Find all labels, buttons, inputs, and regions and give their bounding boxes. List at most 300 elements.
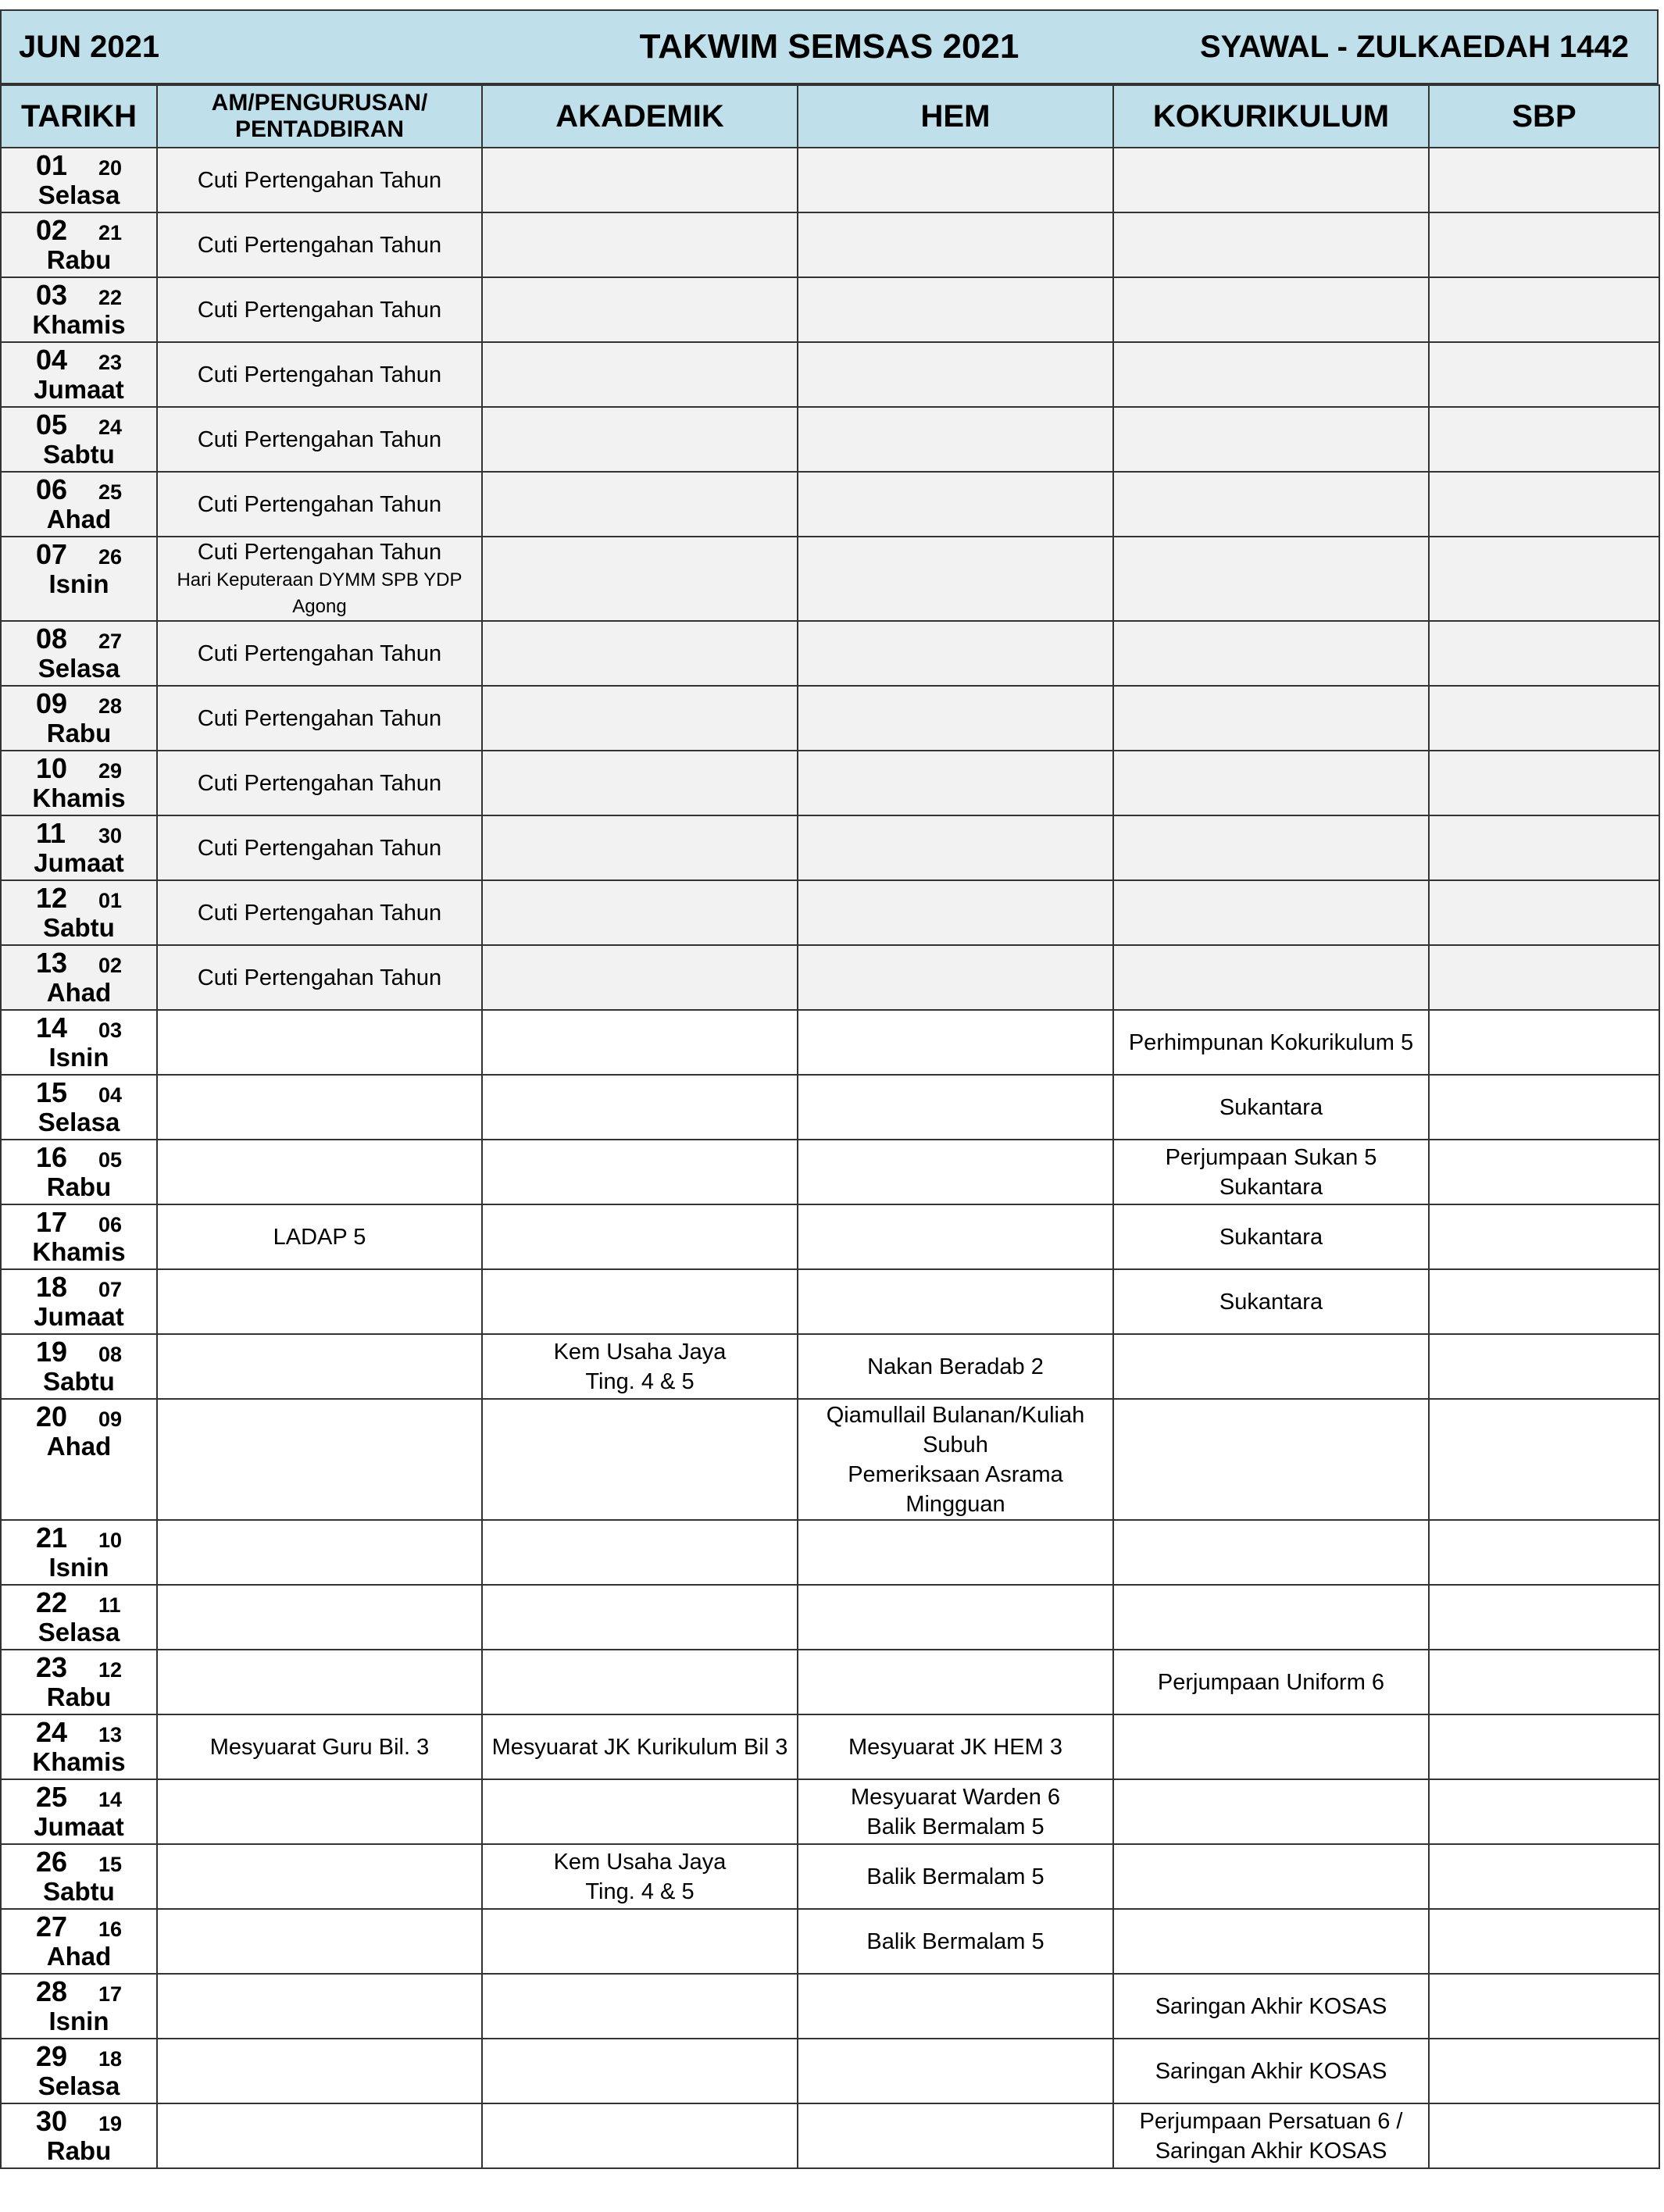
event-text: Cuti Pertengahan Tahun <box>197 770 442 796</box>
calendar-row <box>1 1140 1659 1204</box>
hem-cell <box>798 815 1113 880</box>
calendar-row <box>1 537 1659 621</box>
event-text: Perhimpunan Kokurikulum 5 <box>1128 1029 1414 1055</box>
hijri-date-number: 29 <box>98 759 123 783</box>
event-text: Cuti Pertengahan Tahun <box>197 705 442 731</box>
month-label: JUN 2021 <box>19 30 160 64</box>
date-number: 26 <box>36 1846 68 1878</box>
akademik-cell <box>482 1974 798 2039</box>
date-cell <box>1 880 157 945</box>
event-text: Cuti Pertengahan Tahun <box>197 965 442 990</box>
date-cell <box>1 407 157 472</box>
hem-cell <box>798 1269 1113 1334</box>
hijri-date-number: 16 <box>98 1918 123 1941</box>
am-cell <box>157 1334 482 1399</box>
hem-cell <box>798 1520 1113 1585</box>
kokurikulum-cell <box>1113 277 1429 342</box>
day-name: Jumaat <box>34 1302 124 1331</box>
hem-cell <box>798 1909 1113 1974</box>
event-text: LADAP 5 <box>273 1224 366 1250</box>
date-number: 03 <box>36 279 68 311</box>
col-akademik: AKADEMIK <box>482 85 798 148</box>
kokurikulum-cell <box>1113 472 1429 537</box>
calendar-row <box>1 1520 1659 1585</box>
akademik-cell <box>482 880 798 945</box>
date-number: 01 <box>36 149 68 181</box>
event-text: Mesyuarat Warden 6 <box>850 1784 1061 1810</box>
event-text: Mingguan <box>905 1491 1005 1517</box>
col-hem: HEM <box>798 85 1113 148</box>
day-name: Rabu <box>46 1172 112 1201</box>
kokurikulum-cell <box>1113 945 1429 1010</box>
am-cell <box>157 2039 482 2103</box>
date-cell <box>1 2103 157 2168</box>
title-banner <box>0 9 1659 84</box>
date-cell <box>1 815 157 880</box>
kokurikulum-cell <box>1113 2039 1429 2103</box>
akademik-cell <box>482 1520 798 1585</box>
day-name: Rabu <box>46 719 112 747</box>
date-cell <box>1 1779 157 1844</box>
date-number: 27 <box>36 1911 68 1943</box>
date-number: 18 <box>36 1271 68 1303</box>
event-text: Pemeriksaan Asrama <box>848 1461 1063 1487</box>
am-cell <box>157 1779 482 1844</box>
date-cell <box>1 1520 157 1585</box>
hijri-date-number: 04 <box>98 1083 123 1107</box>
kokurikulum-cell <box>1113 815 1429 880</box>
event-text: Sukantara <box>1219 1289 1323 1315</box>
hem-cell <box>798 148 1113 212</box>
day-name: Ahad <box>46 1942 112 1971</box>
event-text: Cuti Pertengahan Tahun <box>197 297 442 323</box>
date-number: 30 <box>36 2105 68 2137</box>
event-text: Subuh <box>923 1432 988 1457</box>
date-cell <box>1 945 157 1010</box>
sbp-cell <box>1429 1779 1659 1844</box>
event-text: Cuti Pertengahan Tahun <box>197 835 442 861</box>
hem-cell <box>798 2103 1113 2168</box>
akademik-cell <box>482 751 798 815</box>
akademik-cell <box>482 945 798 1010</box>
day-name: Jumaat <box>34 848 124 877</box>
event-text: Sukantara <box>1219 1094 1323 1120</box>
hijri-date-number: 12 <box>98 1658 123 1682</box>
hijri-date-number: 08 <box>98 1343 123 1366</box>
calendar-row <box>1 1585 1659 1650</box>
date-cell <box>1 1269 157 1334</box>
event-text: Cuti Pertengahan Tahun <box>197 640 442 666</box>
sbp-cell <box>1429 751 1659 815</box>
day-name: Selasa <box>37 2071 120 2100</box>
hijri-date-number: 27 <box>98 630 123 653</box>
event-text: Mesyuarat JK Kurikulum Bil 3 <box>491 1734 788 1760</box>
kokurikulum-cell <box>1113 1334 1429 1399</box>
hijri-month-label: SYAWAL - ZULKAEDAH 1442 <box>1199 30 1629 64</box>
date-cell <box>1 1075 157 1140</box>
am-cell <box>157 1974 482 2039</box>
calendar-body <box>1 148 1659 2168</box>
date-cell <box>1 1140 157 1204</box>
calendar-row <box>1 1010 1659 1075</box>
day-name: Isnin <box>48 569 109 598</box>
hem-cell <box>798 751 1113 815</box>
calendar-row <box>1 1844 1659 1909</box>
calendar-row <box>1 407 1659 472</box>
calendar-row <box>1 472 1659 537</box>
event-text: Cuti Pertengahan Tahun <box>197 167 442 193</box>
hem-cell <box>798 2039 1113 2103</box>
kokurikulum-cell <box>1113 1269 1429 1334</box>
day-name: Ahad <box>46 978 112 1007</box>
am-cell <box>157 1844 482 1909</box>
hijri-date-number: 02 <box>98 954 123 977</box>
date-number: 23 <box>36 1651 68 1683</box>
hem-cell <box>798 1844 1113 1909</box>
kokurikulum-cell <box>1113 1585 1429 1650</box>
date-number: 15 <box>36 1076 68 1108</box>
am-cell <box>157 1075 482 1140</box>
event-text: Perjumpaan Persatuan 6 / <box>1139 2108 1403 2134</box>
sbp-cell <box>1429 1650 1659 1714</box>
hijri-date-number: 09 <box>98 1407 123 1431</box>
am-cell <box>157 1140 482 1204</box>
sbp-cell <box>1429 148 1659 212</box>
calendar-row <box>1 880 1659 945</box>
akademik-cell <box>482 1779 798 1844</box>
day-name: Rabu <box>46 2136 112 2165</box>
calendar-table <box>0 84 1660 2169</box>
date-cell <box>1 1909 157 1974</box>
kokurikulum-cell <box>1113 342 1429 407</box>
day-name: Selasa <box>37 1108 120 1136</box>
date-cell <box>1 1010 157 1075</box>
kokurikulum-cell <box>1113 1844 1429 1909</box>
event-text-small: Agong <box>292 596 347 617</box>
event-text: Ting. 4 & 5 <box>585 1368 695 1394</box>
calendar-row <box>1 751 1659 815</box>
am-cell <box>157 1399 482 1520</box>
event-text: Mesyuarat Guru Bil. 3 <box>209 1734 430 1760</box>
event-text: Balik Bermalam 5 <box>866 1864 1044 1889</box>
col-kokurikulum: KOKURIKULUM <box>1113 85 1429 148</box>
hem-cell <box>798 1204 1113 1269</box>
event-text: Qiamullail Bulanan/Kuliah <box>826 1402 1085 1428</box>
am-cell <box>157 342 482 407</box>
kokurikulum-cell <box>1113 1140 1429 1204</box>
am-cell <box>157 407 482 472</box>
akademik-cell <box>482 537 798 621</box>
hijri-date-number: 18 <box>98 2047 123 2071</box>
event-text: Balik Bermalam 5 <box>866 1814 1044 1839</box>
akademik-cell <box>482 621 798 686</box>
akademik-cell <box>482 1269 798 1334</box>
event-text: Cuti Pertengahan Tahun <box>197 426 442 452</box>
sbp-cell <box>1429 1204 1659 1269</box>
hijri-date-number: 17 <box>98 1982 123 2006</box>
sbp-cell <box>1429 1909 1659 1974</box>
sbp-cell <box>1429 1520 1659 1585</box>
kokurikulum-cell <box>1113 1714 1429 1779</box>
hem-cell <box>798 1140 1113 1204</box>
hijri-date-number: 10 <box>98 1529 123 1552</box>
day-name: Jumaat <box>34 1812 124 1841</box>
calendar-row <box>1 1075 1659 1140</box>
day-name: Isnin <box>48 2007 109 2035</box>
calendar-row <box>1 1779 1659 1844</box>
calendar-row <box>1 2103 1659 2168</box>
hem-cell <box>798 1334 1113 1399</box>
am-cell <box>157 212 482 277</box>
event-text: Cuti Pertengahan Tahun <box>197 540 442 565</box>
kokurikulum-cell <box>1113 2103 1429 2168</box>
date-number: 08 <box>36 623 68 655</box>
sbp-cell <box>1429 1334 1659 1399</box>
sbp-cell <box>1429 212 1659 277</box>
event-text: Saringan Akhir KOSAS <box>1155 1993 1387 2019</box>
calendar-row <box>1 1714 1659 1779</box>
date-cell <box>1 537 157 621</box>
hijri-date-number: 03 <box>98 1019 123 1042</box>
date-cell <box>1 1585 157 1650</box>
hijri-date-number: 14 <box>98 1788 123 1811</box>
kokurikulum-cell <box>1113 1204 1429 1269</box>
date-number: 25 <box>36 1781 68 1813</box>
date-number: 28 <box>36 1975 68 2007</box>
akademik-cell <box>482 1585 798 1650</box>
event-text: Ting. 4 & 5 <box>585 1878 695 1904</box>
date-cell <box>1 277 157 342</box>
akademik-cell <box>482 1650 798 1714</box>
date-number: 07 <box>36 538 68 570</box>
am-cell <box>157 880 482 945</box>
am-cell <box>157 686 482 751</box>
akademik-cell <box>482 1844 798 1909</box>
date-cell <box>1 686 157 751</box>
calendar-row <box>1 1650 1659 1714</box>
col-am-pengurusan <box>157 85 482 148</box>
hem-cell <box>798 945 1113 1010</box>
date-number: 09 <box>36 687 68 719</box>
hijri-date-number: 19 <box>98 2112 123 2135</box>
col-am-line2: PENTADBIRAN <box>234 116 405 142</box>
day-name: Sabtu <box>43 1877 115 1906</box>
calendar-row <box>1 1399 1659 1520</box>
hem-cell <box>798 472 1113 537</box>
kokurikulum-cell <box>1113 1974 1429 2039</box>
date-number: 22 <box>36 1586 68 1618</box>
sbp-cell <box>1429 1399 1659 1520</box>
calendar-row <box>1 945 1659 1010</box>
date-cell <box>1 1334 157 1399</box>
hem-cell <box>798 686 1113 751</box>
day-name: Sabtu <box>43 1367 115 1396</box>
date-cell <box>1 342 157 407</box>
day-name: Jumaat <box>34 375 124 404</box>
am-cell <box>157 751 482 815</box>
calendar-row <box>1 148 1659 212</box>
day-name: Rabu <box>46 1682 112 1711</box>
date-cell <box>1 1844 157 1909</box>
date-number: 06 <box>36 473 68 505</box>
hijri-date-number: 21 <box>98 221 123 244</box>
sbp-cell <box>1429 407 1659 472</box>
akademik-cell <box>482 1399 798 1520</box>
am-cell <box>157 1269 482 1334</box>
date-number: 16 <box>36 1141 68 1173</box>
hem-cell <box>798 212 1113 277</box>
calendar-row <box>1 686 1659 751</box>
date-number: 14 <box>36 1011 68 1044</box>
calendar-row <box>1 1974 1659 2039</box>
akademik-cell <box>482 342 798 407</box>
kokurikulum-cell <box>1113 1650 1429 1714</box>
hem-cell <box>798 1399 1113 1520</box>
date-number: 19 <box>36 1336 68 1368</box>
hem-cell <box>798 1010 1113 1075</box>
date-cell <box>1 1650 157 1714</box>
sbp-cell <box>1429 945 1659 1010</box>
hem-cell <box>798 621 1113 686</box>
event-text: Kem Usaha Jaya <box>553 1339 727 1365</box>
sbp-cell <box>1429 1140 1659 1204</box>
sbp-cell <box>1429 1844 1659 1909</box>
hem-cell <box>798 407 1113 472</box>
kokurikulum-cell <box>1113 537 1429 621</box>
calendar-page <box>0 9 1659 2171</box>
hijri-date-number: 07 <box>98 1278 123 1301</box>
am-cell <box>157 1520 482 1585</box>
akademik-cell <box>482 686 798 751</box>
kokurikulum-cell <box>1113 148 1429 212</box>
am-cell <box>157 277 482 342</box>
akademik-cell <box>482 1075 798 1140</box>
hem-cell <box>798 1974 1113 2039</box>
kokurikulum-cell <box>1113 1520 1429 1585</box>
hijri-date-number: 30 <box>98 824 123 847</box>
akademik-cell <box>482 472 798 537</box>
date-number: 02 <box>36 214 68 246</box>
date-cell <box>1 472 157 537</box>
date-cell <box>1 2039 157 2103</box>
day-name: Ahad <box>46 1432 112 1461</box>
day-name: Selasa <box>37 654 120 683</box>
event-text: Kem Usaha Jaya <box>553 1849 727 1875</box>
day-name: Isnin <box>48 1043 109 1072</box>
calendar-row <box>1 1269 1659 1334</box>
am-cell <box>157 472 482 537</box>
day-name: Sabtu <box>43 440 115 469</box>
date-cell <box>1 1204 157 1269</box>
date-cell <box>1 751 157 815</box>
calendar-row <box>1 1334 1659 1399</box>
akademik-cell <box>482 1010 798 1075</box>
sbp-cell <box>1429 472 1659 537</box>
day-name: Sabtu <box>43 913 115 942</box>
event-text: Cuti Pertengahan Tahun <box>197 232 442 258</box>
am-cell <box>157 945 482 1010</box>
am-cell <box>157 1585 482 1650</box>
am-cell <box>157 148 482 212</box>
col-tarikh: TARIKH <box>1 85 157 148</box>
hem-cell <box>798 342 1113 407</box>
event-text: Cuti Pertengahan Tahun <box>197 900 442 926</box>
calendar-row <box>1 1204 1659 1269</box>
calendar-row <box>1 2039 1659 2103</box>
day-name: Khamis <box>32 310 126 339</box>
calendar-row <box>1 212 1659 277</box>
event-text: Mesyuarat JK HEM 3 <box>848 1734 1062 1760</box>
am-cell <box>157 1010 482 1075</box>
kokurikulum-cell <box>1113 1075 1429 1140</box>
hijri-date-number: 23 <box>98 351 123 374</box>
akademik-cell <box>482 212 798 277</box>
event-text: Cuti Pertengahan Tahun <box>197 491 442 517</box>
day-name: Selasa <box>37 1618 120 1647</box>
hijri-date-number: 22 <box>98 286 123 309</box>
sbp-cell <box>1429 277 1659 342</box>
col-am-line1: AM/PENGURUSAN/ <box>211 89 428 116</box>
calendar-row <box>1 815 1659 880</box>
hijri-date-number: 15 <box>98 1853 123 1876</box>
sbp-cell <box>1429 1269 1659 1334</box>
sbp-cell <box>1429 1714 1659 1779</box>
hijri-date-number: 24 <box>98 416 123 439</box>
hijri-date-number: 20 <box>98 156 123 180</box>
kokurikulum-cell <box>1113 1909 1429 1974</box>
day-name: Isnin <box>48 1553 109 1582</box>
hijri-date-number: 01 <box>98 889 123 912</box>
date-number: 04 <box>36 344 68 376</box>
kokurikulum-cell <box>1113 880 1429 945</box>
akademik-cell <box>482 407 798 472</box>
am-cell <box>157 2103 482 2168</box>
event-text: Cuti Pertengahan Tahun <box>197 362 442 387</box>
sbp-cell <box>1429 1010 1659 1075</box>
akademik-cell <box>482 277 798 342</box>
hem-cell <box>798 880 1113 945</box>
calendar-row <box>1 1909 1659 1974</box>
day-name: Ahad <box>46 505 112 533</box>
akademik-cell <box>482 1909 798 1974</box>
am-cell <box>157 621 482 686</box>
event-text: Balik Bermalam 5 <box>866 1928 1044 1954</box>
kokurikulum-cell <box>1113 407 1429 472</box>
hijri-date-number: 11 <box>98 1593 121 1617</box>
date-number: 29 <box>36 2040 68 2072</box>
date-cell <box>1 148 157 212</box>
sbp-cell <box>1429 621 1659 686</box>
hem-cell <box>798 277 1113 342</box>
hem-cell <box>798 1585 1113 1650</box>
date-number: 24 <box>36 1716 68 1748</box>
kokurikulum-cell <box>1113 751 1429 815</box>
event-text: Nakan Beradab 2 <box>867 1354 1044 1379</box>
akademik-cell <box>482 1140 798 1204</box>
akademik-cell <box>482 148 798 212</box>
col-sbp: SBP <box>1429 85 1659 148</box>
hijri-date-number: 25 <box>98 480 123 504</box>
sbp-cell <box>1429 1974 1659 2039</box>
akademik-cell <box>482 1204 798 1269</box>
date-cell <box>1 1974 157 2039</box>
day-name: Selasa <box>37 180 120 209</box>
hem-cell <box>798 1779 1113 1844</box>
hijri-date-number: 05 <box>98 1148 123 1172</box>
hem-cell <box>798 1714 1113 1779</box>
event-text: Sukantara <box>1219 1174 1323 1200</box>
date-number: 17 <box>36 1206 68 1238</box>
